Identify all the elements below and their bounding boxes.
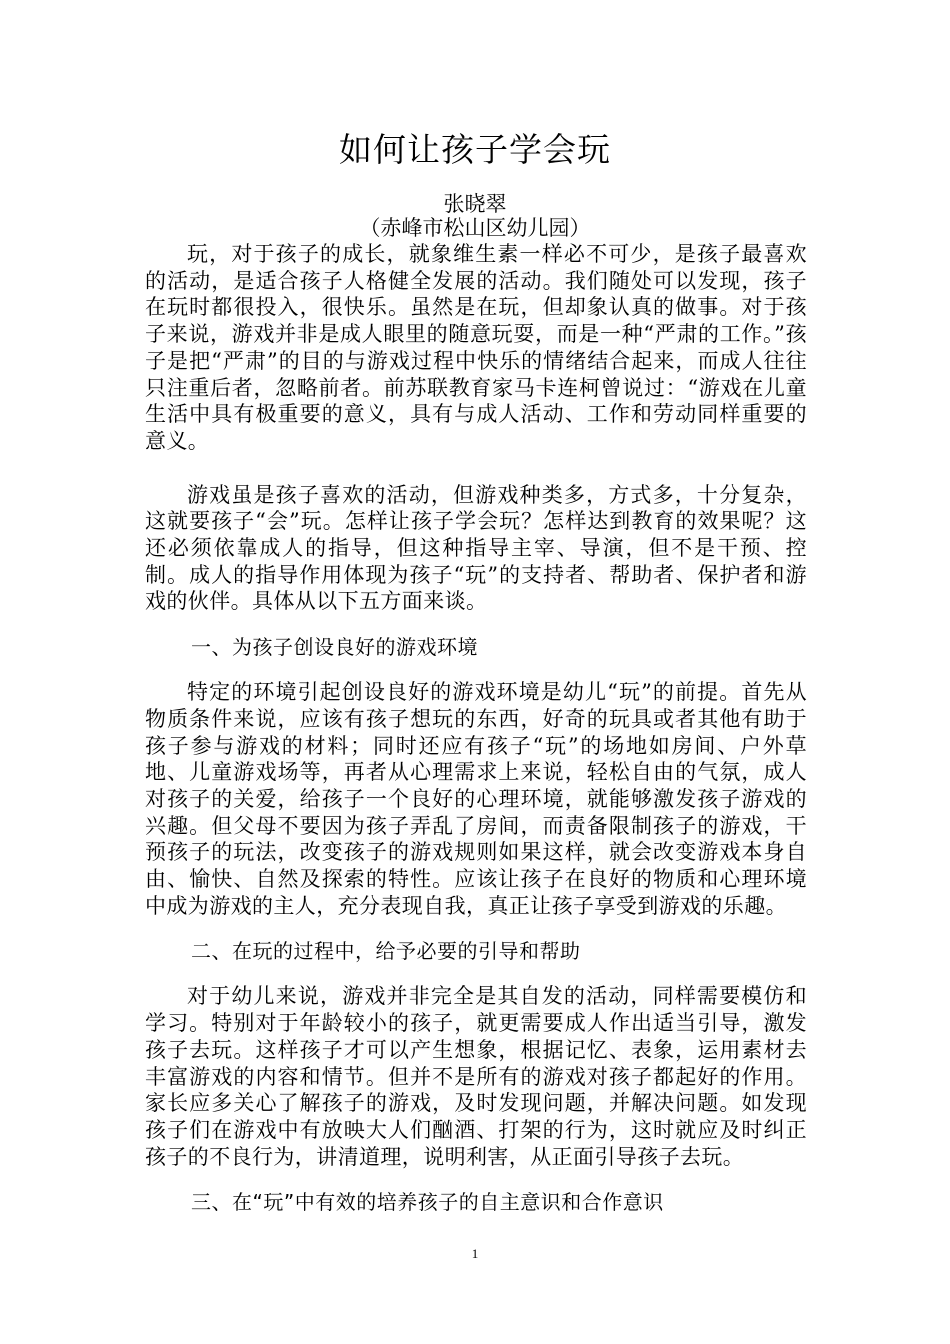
- author-affiliation: （赤峰市松山区幼儿园）: [359, 216, 591, 240]
- section-heading: 三、在“玩”中有效的培养孩子的自主意识和合作意识: [191, 1190, 664, 1215]
- section-paragraph: 对于幼儿来说，游戏并非完全是其自发的活动，同样需要模仿和学习。特别对于年龄较小的孩子，就更需要成人作出适当引导，激发孩子去玩。这样孩子才可以产生想象，根据记忆、表象，运用素材去丰富游戏的内容和情节。但并不是所有的游戏对孩子都起好的作用。家长应多关心了解孩子的游戏，及时发现问题，并解决问题。如发现孩子们在游戏中有放映大人们酗酒、打架的行为，这时就应及时纠正孩子的不良行为，讲清道理，说明利害，从正面引导孩子去玩。: [145, 984, 807, 1169]
- section-heading: 一、为孩子创设良好的游戏环境: [191, 635, 478, 660]
- document-title: 如何让孩子学会玩: [339, 130, 611, 169]
- intro-paragraph: 游戏虽是孩子喜欢的活动，但游戏种类多，方式多，十分复杂，这就要孩子“会”玩。怎样让孩子学会玩？怎样达到教育的效果呢？这还必须依靠成人的指导，但这种指导主宰、导演，但不是干预、控制。成人的指导作用体现为孩子“玩”的支持者、帮助者、保护者和游戏的伙伴。具体从以下五方面来谈。: [145, 482, 807, 614]
- section-heading: 二、在玩的过程中，给予必要的引导和帮助: [191, 939, 581, 964]
- page-number: 1: [471, 1246, 479, 1261]
- section-paragraph: 特定的环境引起创设良好的游戏环境是幼儿“玩”的前提。首先从物质条件来说，应该有孩子想玩的东西，好奇的玩具或者其他有助于孩子参与游戏的材料；同时还应有孩子“玩”的场地如房间、户外草地、儿童游戏场等，再者从心理需求上来说，轻松自由的气氛，成人对孩子的关爱，给孩子一个良好的心理环境，就能够激发孩子游戏的兴趣。但父母不要因为孩子弄乱了房间，而责备限制孩子的游戏，干预孩子的玩法，改变孩子的游戏规则如果这样，就会改变游戏本身自由、愉快、自然及探索的特性。应该让孩子在良好的物质和心理环境中成为游戏的主人，充分表现自我，真正让孩子享受到游戏的乐趣。: [145, 680, 807, 918]
- author-name: 张晓翠: [443, 192, 507, 216]
- document-body: [145, 241, 807, 1216]
- intro-paragraph: 玩，对于孩子的成长，就象维生素一样必不可少，是孩子最喜欢的活动，是适合孩子人格健全发展的活动。我们随处可以发现，孩子在玩时都很投入，很快乐。虽然是在玩，但却象认真的做事。对于孩子来说，游戏并非是成人眼里的随意玩耍，而是一种“严肃的工作。”孩子是把“严肃”的目的与游戏过程中快乐的情绪结合起来，而成人往往只注重后者，忽略前者。前苏联教育家马卡连柯曾说过：“游戏在儿童生活中具有极重要的意义，具有与成人活动、工作和劳动同样重要的意义。: [145, 242, 807, 453]
